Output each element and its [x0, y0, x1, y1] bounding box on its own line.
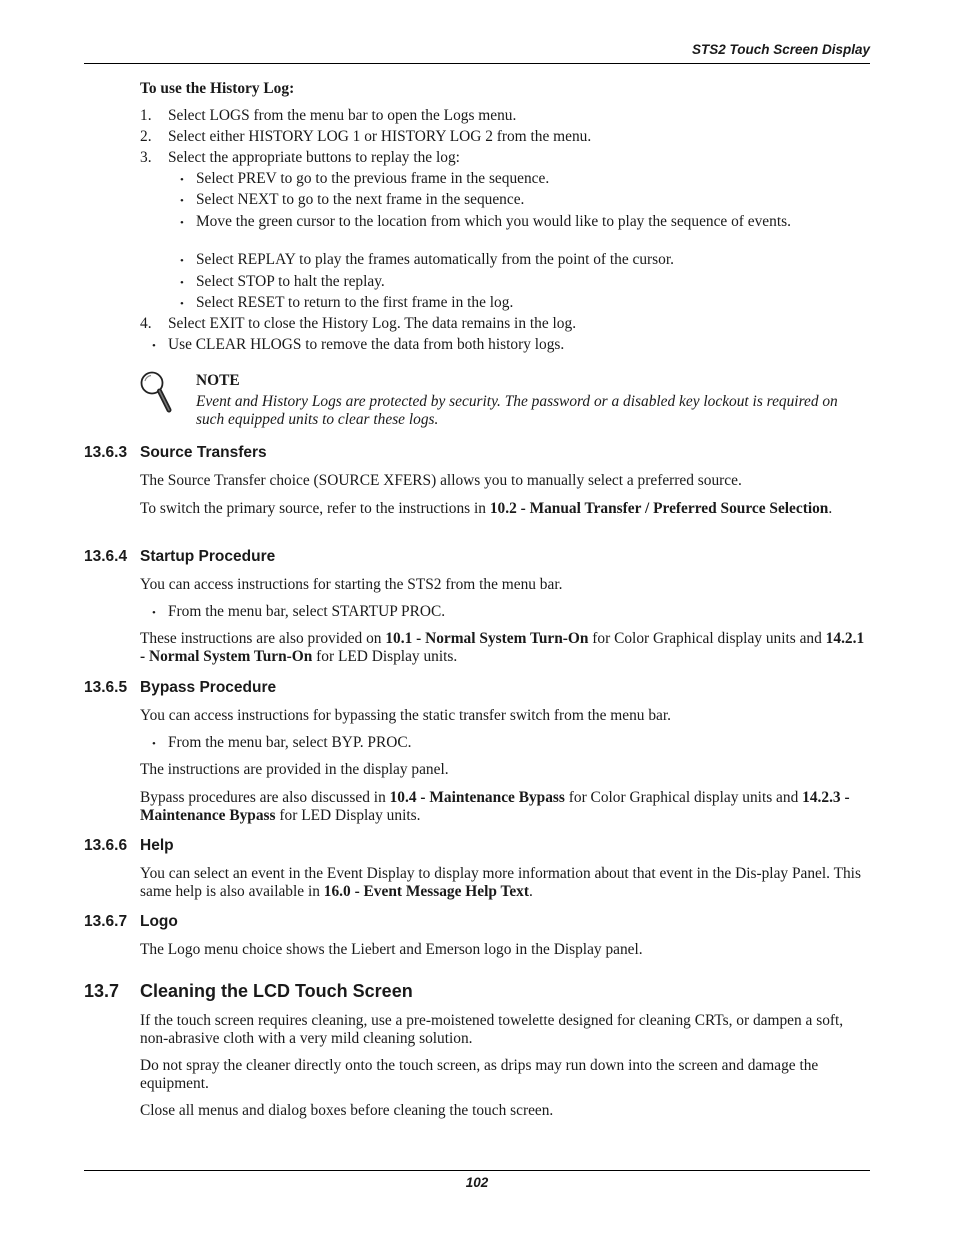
- paragraph: You can select an event in the Event Display to display more information about that event in the Dis-play Panel. This same help is also available in 16.0 - Event Message Help Text.: [140, 865, 861, 900]
- paragraph: The Source Transfer choice (SOURCE XFERS) allows you to manually select a preferred source.: [140, 472, 742, 489]
- section-heading-13-6-7: 13.6.7 Logo: [84, 913, 178, 930]
- list-item: 2. Select either HISTORY LOG 1 or HISTORY LOG 2 from the menu.: [140, 128, 592, 145]
- list-item: • Move the green cursor to the location from which you would like to play the sequence of events.: [180, 213, 791, 230]
- running-header: STS2 Touch Screen Display: [691, 42, 870, 57]
- paragraph: Bypass procedures are also discussed in 10.4 - Maintenance Bypass for Color Graphical display units and 14.2.3 - Maintenance Bypass for LED Display units.: [140, 789, 850, 824]
- paragraph: Do not spray the cleaner directly onto the touch screen, as drips may run down into the screen and damage the equipment.: [140, 1057, 819, 1092]
- list-item: • Use CLEAR HLOGS to remove the data from both history logs.: [152, 336, 565, 353]
- header-rule: [84, 63, 870, 64]
- list-item: • From the menu bar, select STARTUP PROC.: [152, 603, 446, 620]
- list-item: • Select NEXT to go to the next frame in the sequence.: [180, 191, 525, 208]
- paragraph: The instructions are provided in the display panel.: [140, 761, 449, 778]
- list-item: • Select PREV to go to the previous frame in the sequence.: [180, 170, 550, 187]
- paragraph: These instructions are also provided on 10.1 - Normal System Turn-On for Color Graphical display units and 14.2.1 - Normal System Turn-On for LED Display units.: [140, 630, 865, 665]
- paragraph: The Logo menu choice shows the Liebert and Emerson logo in the Display panel.: [140, 941, 643, 958]
- section-heading-13-6-4: 13.6.4 Startup Procedure: [84, 548, 276, 565]
- section-heading-13-7: 13.7 Cleaning the LCD Touch Screen: [84, 981, 413, 1001]
- paragraph: Close all menus and dialog boxes before cleaning the touch screen.: [140, 1102, 554, 1119]
- paragraph: To switch the primary source, refer to the instructions in 10.2 - Manual Transfer / Preferred Source Selection.: [140, 500, 833, 517]
- footer-rule: [84, 1170, 870, 1171]
- list-item: 4. Select EXIT to close the History Log. The data remains in the log.: [140, 315, 577, 332]
- list-item: 1. Select LOGS from the menu bar to open the Logs menu.: [140, 107, 517, 124]
- history-log-heading: To use the History Log:: [140, 80, 295, 97]
- paragraph: You can access instructions for bypassing the static transfer switch from the menu bar.: [140, 707, 671, 724]
- list-item: 3. Select the appropriate buttons to replay the log:: [140, 149, 460, 166]
- magnifier-icon: [138, 370, 174, 416]
- note-text: Event and History Logs are protected by security. The password or a disabled key lockout is required on such equipped units to clear these logs.: [196, 393, 838, 428]
- paragraph: If the touch screen requires cleaning, use a pre-moistened towelette designed for cleaning CRTs, or dampen a soft, non-abrasive cloth with a very mild cleaning solution.: [140, 1012, 844, 1047]
- section-heading-13-6-6: 13.6.6 Help: [84, 837, 174, 854]
- list-item: • Select REPLAY to play the frames automatically from the point of the cursor.: [180, 251, 674, 268]
- list-item: • From the menu bar, select BYP. PROC.: [152, 734, 412, 751]
- note-label: NOTE: [196, 372, 240, 389]
- section-heading-13-6-3: 13.6.3 Source Transfers: [84, 444, 267, 461]
- list-item: • Select RESET to return to the first frame in the log.: [180, 294, 514, 311]
- list-item: • Select STOP to halt the replay.: [180, 273, 385, 290]
- page-number: 102: [465, 1175, 489, 1190]
- section-heading-13-6-5: 13.6.5 Bypass Procedure: [84, 679, 277, 696]
- paragraph: You can access instructions for starting the STS2 from the menu bar.: [140, 576, 563, 593]
